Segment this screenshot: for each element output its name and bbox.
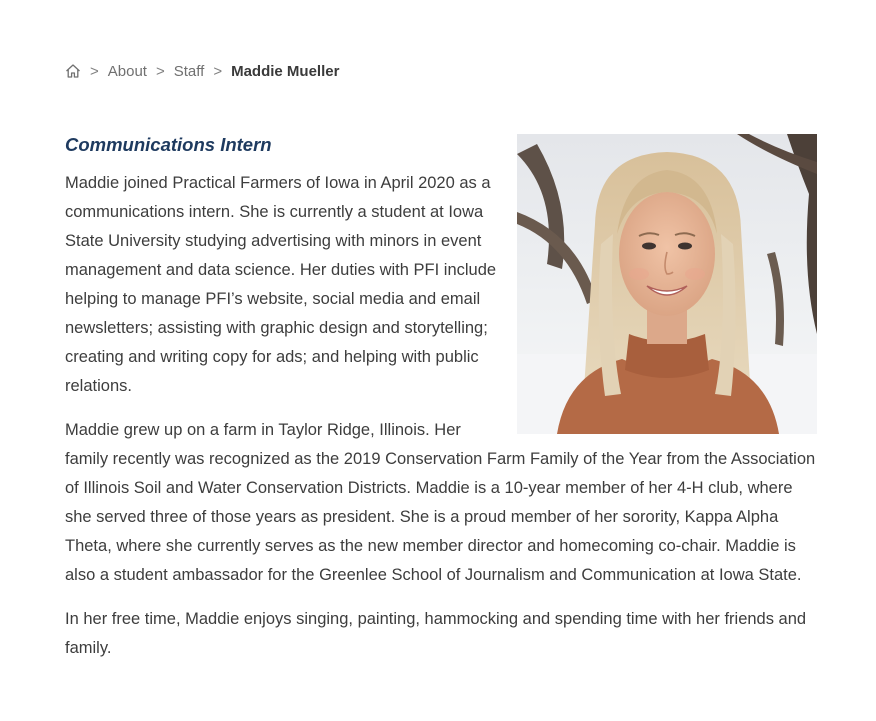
breadcrumb-current: Maddie Mueller xyxy=(231,62,340,80)
bio-paragraph: Maddie grew up on a farm in Taylor Ridge, Illinois. Her family recently was recognized as the 2019 Conservation Farm Family of the Year from the Association of Illinois Soil and Water Conservation Districts. Maddie is a 10-year member of her 4-H club, where she served three of those years as president. She is a proud member of her sorority, Kappa Alpha Theta, where she currently serves as the new member director and homecoming co-chair. Maddie is also a student ambassador for the Greenlee School of Journalism and Communication at Iowa State. xyxy=(65,421,816,584)
bio-paragraph: Maddie joined Practical Farmers of Iowa in April 2020 as a communications intern. She is currently a student at Iowa State University studying advertising with minors in event management and data science. Her duties with PFI include helping to manage PFI’s website, social media and email newsletters; assisting with graphic design and storytelling; creating and writing copy for ads; and helping with public relations. xyxy=(65,174,497,395)
profile-photo xyxy=(517,134,817,434)
breadcrumb-separator: > xyxy=(90,62,99,80)
breadcrumb-separator: > xyxy=(213,62,223,80)
breadcrumb-link-about[interactable]: About xyxy=(107,62,147,80)
staff-profile xyxy=(65,130,817,678)
staff-role-title: Communications Intern xyxy=(65,134,272,155)
home-icon[interactable] xyxy=(65,63,81,79)
breadcrumb xyxy=(65,61,339,81)
breadcrumb-separator: > xyxy=(155,62,165,80)
bio-paragraph: In her free time, Maddie enjoys singing, painting, hammocking and spending time with her friends and family. xyxy=(65,610,807,657)
breadcrumb-link-staff[interactable]: Staff xyxy=(173,62,205,80)
